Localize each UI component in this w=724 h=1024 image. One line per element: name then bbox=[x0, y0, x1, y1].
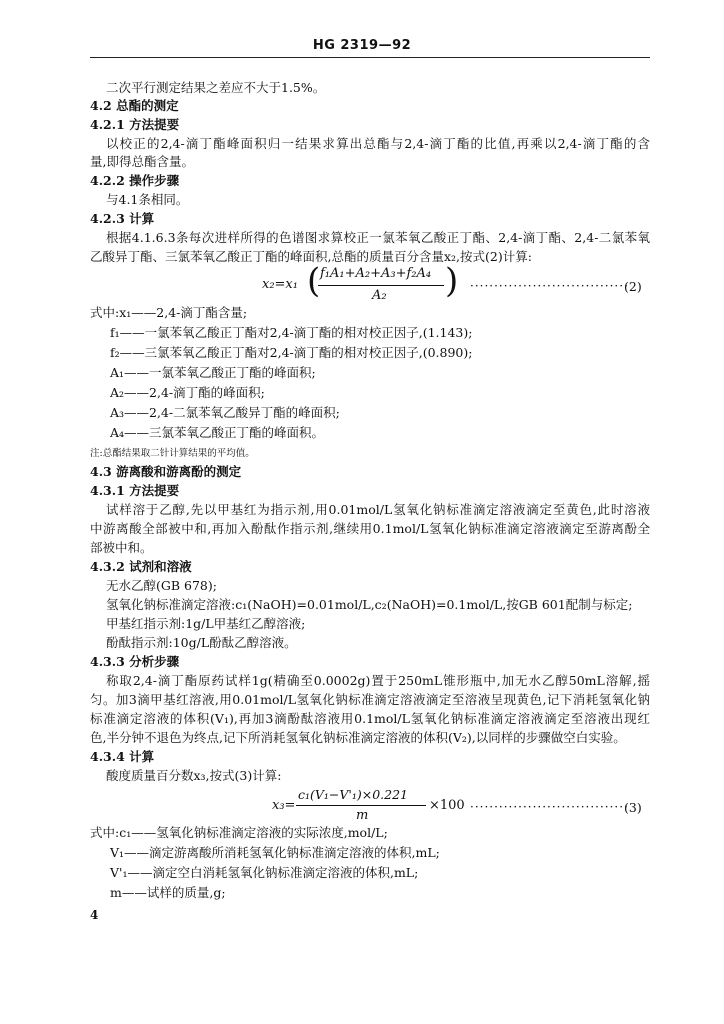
equation-lhs: x₂=x₁ bbox=[262, 277, 298, 292]
paragraph-line: f₂——三氯苯氧乙酸正丁酯对2,4-滴丁酯的相对校正因子,(0.890); bbox=[110, 345, 473, 360]
paragraph-line: 酚酞指示剂:10g/L酚酞乙醇溶液。 bbox=[106, 635, 297, 650]
document-header: HG 2319—92 bbox=[312, 38, 412, 53]
paragraph-line: f₁——一氯苯氧乙酸正丁酯对2,4-滴丁酯的相对校正因子,(1.143); bbox=[110, 325, 473, 340]
paragraph-line: 试样溶于乙醇,先以甲基红为指示剂,用0.01mol/L氢氧化钠标准滴定溶液滴定至黄色,此时溶液 bbox=[106, 502, 650, 517]
paragraph-line: 式中:c₁——氢氧化钠标准滴定溶液的实际浓度,mol/L; bbox=[90, 825, 388, 840]
paragraph-line: A₁——一氯苯氧乙酸正丁酯的峰面积; bbox=[110, 365, 316, 380]
equation-denominator: A₂ bbox=[372, 288, 387, 303]
paragraph-line: V₁——滴定游离酸所消耗氢氧化钠标准滴定溶液的体积,mL; bbox=[110, 845, 440, 860]
paragraph-line: 色,半分钟不退色为终点,记下所消耗氢氧化钠标准滴定溶液的体积(V₂),以同样的步骤做空白实验。 bbox=[90, 730, 626, 745]
paragraph-line: A₂——2,4-滴丁酯的峰面积; bbox=[110, 385, 265, 400]
note-line: 注:总酯结果取二针计算结果的平均值。 bbox=[90, 448, 255, 459]
section-heading: 4.2.2 操作步骤 bbox=[90, 173, 180, 188]
leader-dots: ································· bbox=[470, 800, 629, 814]
section-heading: 4.3.4 计算 bbox=[90, 749, 155, 764]
paragraph-line: 部被中和。 bbox=[90, 540, 153, 555]
equation-multiplier: ×100 bbox=[429, 798, 465, 813]
section-heading: 4.3.2 试剂和溶液 bbox=[90, 559, 192, 574]
page-number: 4 bbox=[90, 908, 99, 922]
paragraph-line: A₃——2,4-二氯苯氧乙酸异丁酯的峰面积; bbox=[110, 405, 340, 420]
paragraph-line: 称取2,4-滴丁酯原药试样1g(精确至0.0002g)置于250mL锥形瓶中,加无水乙醇50mL溶解,摇 bbox=[106, 673, 650, 688]
leader-dots: ································· bbox=[470, 279, 629, 293]
paragraph-line: 无水乙醇(GB 678); bbox=[106, 578, 217, 593]
paragraph-line: 氢氧化钠标准滴定溶液:c₁(NaOH)=0.01mol/L,c₂(NaOH)=0.1mol/L,按GB 601配制与标定; bbox=[106, 597, 633, 612]
equation-number: (2) bbox=[624, 279, 642, 294]
paragraph-line: 乙酸异丁酯、三氯苯氧乙酸正丁酯的峰面积,总酯的质量百分含量x₂,按式(2)计算: bbox=[90, 249, 532, 264]
equation-numerator: c₁(V₁−V'₁)×0.221 bbox=[298, 787, 409, 802]
section-heading: 4.2.1 方法提要 bbox=[90, 117, 180, 132]
paragraph-line: 式中:x₁——2,4-滴丁酯含量; bbox=[90, 305, 248, 320]
section-heading: 4.3 游离酸和游离酚的测定 bbox=[90, 464, 242, 479]
equation-numerator: f₁A₁+A₂+A₃+f₂A₄ bbox=[320, 266, 432, 281]
paragraph-line: m——试样的质量,g; bbox=[110, 885, 226, 900]
section-heading: 4.2 总酯的测定 bbox=[90, 98, 179, 113]
section-heading: 4.3.3 分析步骤 bbox=[90, 654, 180, 669]
paragraph-line: 标准滴定溶液的体积(V₁),再加3滴酚酞溶液用0.1mol/L氢氧化钠标准滴定溶液滴定至溶液出现红 bbox=[90, 711, 650, 726]
equation-denominator: m bbox=[356, 808, 369, 823]
section-heading: 4.2.3 计算 bbox=[90, 211, 155, 226]
right-paren: ) bbox=[445, 261, 459, 301]
fraction-bar bbox=[296, 805, 426, 806]
paragraph-line: 中游离酸全部被中和,再加入酚酞作指示剂,继续用0.1mol/L氢氧化钠标准滴定溶液滴定至游离酚全 bbox=[90, 521, 650, 536]
paragraph-line: 根据4.1.6.3条每次进样所得的色谱图求算校正一氯苯氧乙酸正丁酯、2,4-滴丁酯、2,4-二氯苯氧 bbox=[106, 230, 650, 245]
paragraph-line: 与4.1条相同。 bbox=[106, 192, 189, 207]
paragraph-line: 以校正的2,4-滴丁酯峰面积归一结果求算出总酯与2,4-滴丁酯的比值,再乘以2,4-滴丁酯的含 bbox=[106, 136, 650, 151]
left-paren: ( bbox=[307, 261, 321, 301]
paragraph-line: V'₁——滴定空白消耗氢氧化钠标准滴定溶液的体积,mL; bbox=[110, 865, 419, 880]
paragraph-line: 二次平行测定结果之差应不大于1.5%。 bbox=[106, 80, 326, 95]
header-rule bbox=[90, 57, 650, 58]
paragraph-line: 量,即得总酯含量。 bbox=[90, 154, 194, 169]
paragraph-line: 甲基红指示剂:1g/L甲基红乙醇溶液; bbox=[106, 616, 306, 631]
paragraph-line: 匀。加3滴甲基红溶液,用0.01mol/L氢氧化钠标准滴定溶液滴定至溶液呈现黄色,记下消耗氢氧化钠 bbox=[90, 692, 650, 707]
paragraph-line: 酸度质量百分数x₃,按式(3)计算: bbox=[106, 768, 282, 783]
equation-number: (3) bbox=[624, 800, 642, 815]
equation-lhs: x₃= bbox=[272, 798, 296, 813]
paragraph-line: A₄——三氯苯氧乙酸正丁酯的峰面积。 bbox=[110, 425, 325, 440]
section-heading: 4.3.1 方法提要 bbox=[90, 483, 180, 498]
fraction-bar bbox=[318, 285, 444, 286]
